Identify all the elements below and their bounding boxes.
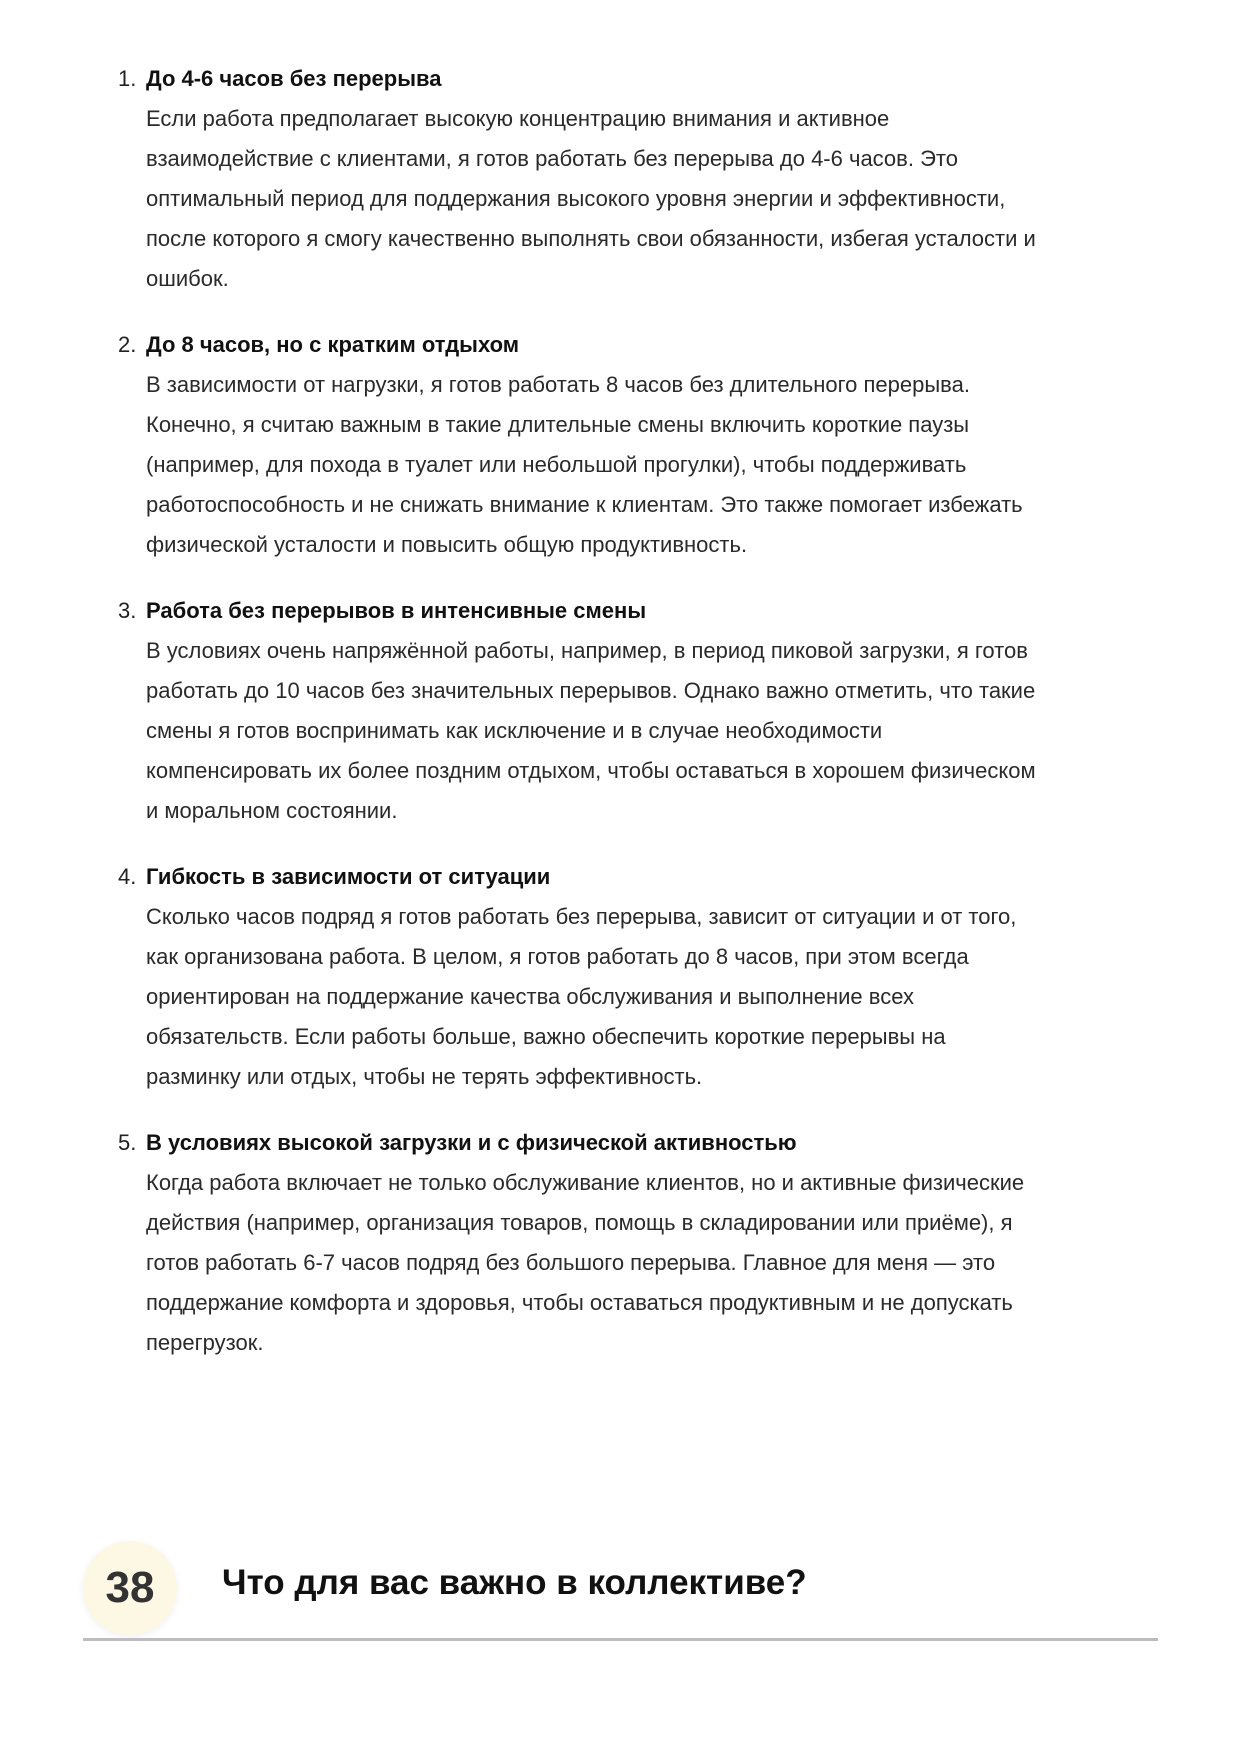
item-text-line: компенсировать их более поздним отдыхом, чтобы оставаться в хорошем физическом bbox=[146, 758, 1036, 783]
question-number-badge: 38 bbox=[83, 1541, 177, 1635]
item-text-line: действия (например, организация товаров, помощь в складировании или приёме), я bbox=[146, 1210, 1013, 1235]
item-text-line: Когда работа включает не только обслуживание клиентов, но и активные физические bbox=[146, 1170, 1025, 1195]
list-item bbox=[0, 1123, 1239, 1363]
item-text-line: взаимодействие с клиентами, я готов работать без перерыва до 4-6 часов. Это bbox=[146, 146, 958, 171]
item-title: До 8 часов, но с кратким отдыхом bbox=[146, 332, 520, 357]
item-text-line: как организована работа. В целом, я готов работать до 8 часов, при этом всегда bbox=[146, 944, 969, 969]
item-text-line: перегрузок. bbox=[146, 1330, 264, 1355]
item-title: Гибкость в зависимости от ситуации bbox=[146, 864, 551, 889]
item-title: Работа без перерывов в интенсивные смены bbox=[146, 598, 647, 623]
item-text-line: физической усталости и повысить общую продуктивность. bbox=[146, 532, 748, 557]
list-item bbox=[0, 857, 1239, 1097]
item-text-line: обязательств. Если работы больше, важно обеспечить короткие перерывы на bbox=[146, 1024, 946, 1049]
item-text-line: работать до 10 часов без значительных перерывов. Однако важно отметить, что такие bbox=[146, 678, 1036, 703]
item-text-line: Конечно, я считаю важным в такие длительные смены включить короткие паузы bbox=[146, 412, 970, 437]
answer-list bbox=[0, 59, 1239, 1389]
item-text-line: Если работа предполагает высокую концентрацию внимания и активное bbox=[146, 106, 890, 131]
item-text-line: разминку или отдых, чтобы не терять эффективность. bbox=[146, 1064, 703, 1089]
item-number: 1. bbox=[118, 66, 137, 91]
item-text-line: и моральном состоянии. bbox=[146, 798, 398, 823]
item-text-line: поддержание комфорта и здоровья, чтобы оставаться продуктивным и не допускать bbox=[146, 1290, 1013, 1315]
item-number: 2. bbox=[118, 332, 137, 357]
item-text-line: оптимальный период для поддержания высокого уровня энергии и эффективности, bbox=[146, 186, 1006, 211]
item-text-line: готов работать 6-7 часов подряд без большого перерыва. Главное для меня — это bbox=[146, 1250, 996, 1275]
item-text-line: В условиях очень напряжённой работы, например, в период пиковой загрузки, я готов bbox=[146, 638, 1028, 663]
question-header bbox=[83, 1535, 1158, 1639]
item-text-line: В зависимости от нагрузки, я готов работать 8 часов без длительного перерыва. bbox=[146, 372, 970, 397]
item-number: 4. bbox=[118, 864, 137, 889]
item-title: До 4-6 часов без перерыва bbox=[146, 66, 442, 91]
list-item bbox=[0, 325, 1239, 565]
item-text-line: Сколько часов подряд я готов работать без перерыва, зависит от ситуации и от того, bbox=[146, 904, 1017, 929]
item-text-line: ошибок. bbox=[146, 266, 229, 291]
item-text-line: работоспособность и не снижать внимание к клиентам. Это также помогает избежать bbox=[146, 492, 1023, 517]
item-text-line: после которого я смогу качественно выполнять свои обязанности, избегая усталости и bbox=[146, 226, 1036, 251]
item-number: 5. bbox=[118, 1130, 137, 1155]
item-text-line: (например, для похода в туалет или небольшой прогулки), чтобы поддерживать bbox=[146, 452, 967, 477]
item-number: 3. bbox=[118, 598, 137, 623]
list-item bbox=[0, 591, 1239, 831]
item-text-line: ориентирован на поддержание качества обслуживания и выполнение всех bbox=[146, 984, 914, 1009]
list-item bbox=[0, 59, 1239, 299]
divider bbox=[83, 1638, 1158, 1641]
item-title: В условиях высокой загрузки и с физической активностью bbox=[146, 1130, 797, 1155]
question-title: Что для вас важно в коллективе? bbox=[222, 1563, 807, 1602]
item-text-line: смены я готов воспринимать как исключение и в случае необходимости bbox=[146, 718, 883, 743]
